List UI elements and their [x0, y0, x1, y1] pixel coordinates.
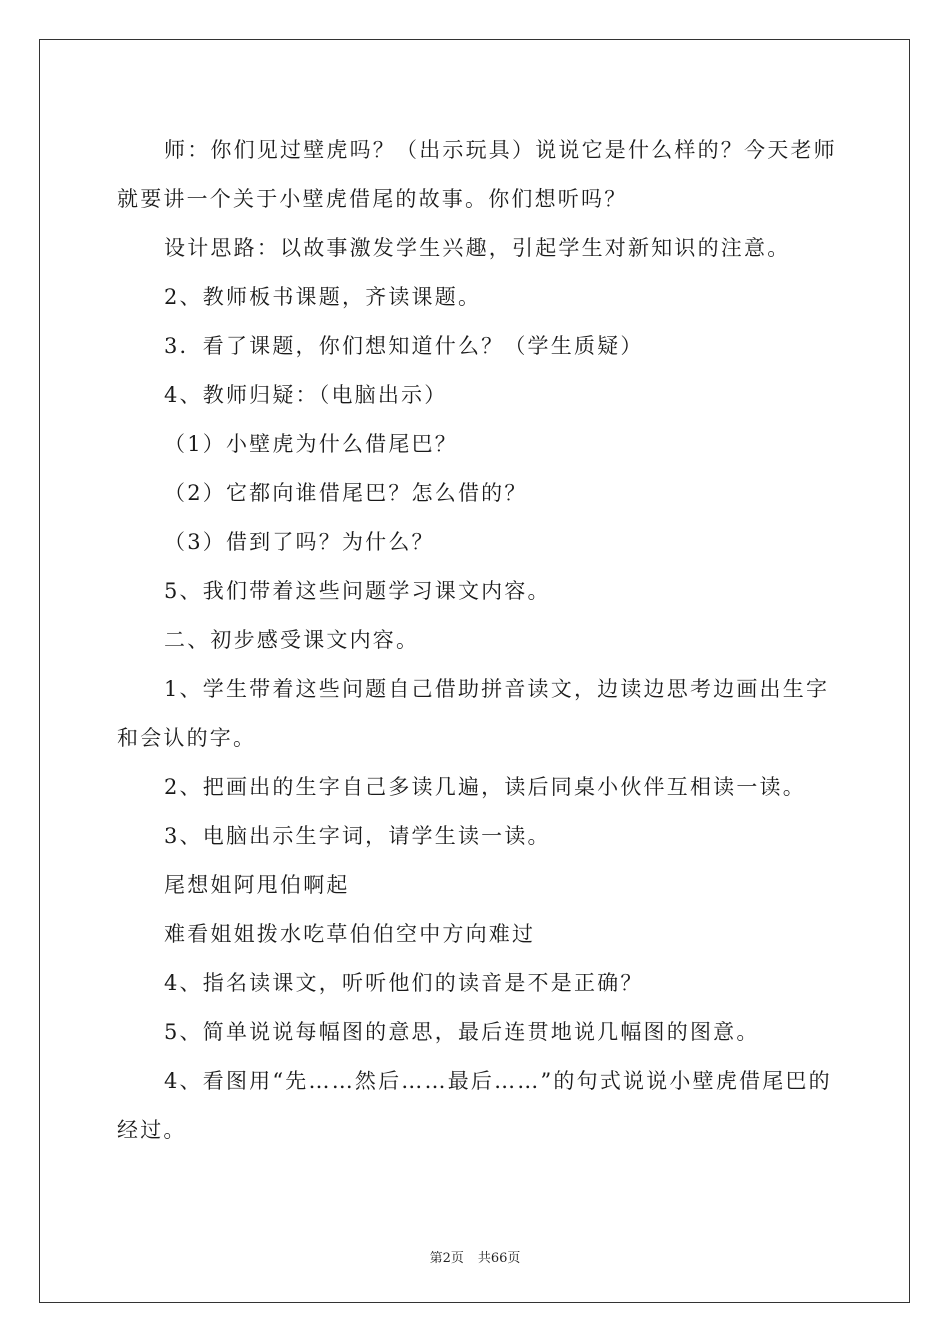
- paragraph: 设计思路：以故事激发学生兴趣，引起学生对新知识的注意。: [164, 236, 791, 260]
- paragraph: 2、把画出的生字自己多读几遍，读后同桌小伙伴互相读一读。: [164, 775, 806, 799]
- paragraph: 4、指名读课文，听听他们的读音是不是正确？: [164, 971, 644, 995]
- paragraph: 5、我们带着这些问题学习课文内容。: [164, 579, 551, 603]
- paragraph: 2、教师板书课题，齐读课题。: [164, 285, 482, 309]
- paragraph: 3．看了课题，你们想知道什么？（学生质疑）: [164, 334, 644, 358]
- document-body: [117, 126, 837, 1155]
- paragraph: 3、电脑出示生字词，请学生读一读。: [164, 824, 551, 848]
- paragraph: （2）它都向谁借尾巴？怎么借的？: [164, 481, 528, 505]
- paragraph: 1、学生带着这些问题自己借助拼音读文，边读边思考边画出生字和会认的字。: [117, 677, 830, 750]
- page-total: 共66页: [477, 1251, 521, 1266]
- paragraph: （1）小壁虎为什么借尾巴？: [164, 432, 458, 456]
- paragraph: 师：你们见过壁虎吗？（出示玩具）说说它是什么样的？今天老师就要讲一个关于小壁虎借尾的故事。你们想听吗？: [117, 138, 837, 211]
- paragraph: 难看姐姐拨水吃草伯伯空中方向难过: [164, 922, 536, 946]
- page-footer: [0, 1247, 950, 1266]
- paragraph: 4、教师归疑：（电脑出示）: [164, 383, 448, 407]
- page-number: 第2页: [429, 1251, 464, 1266]
- paragraph: 二、初步感受课文内容。: [164, 628, 420, 652]
- paragraph: 尾想姐阿甩伯啊起: [164, 873, 350, 897]
- paragraph: 5、简单说说每幅图的意思，最后连贯地说几幅图的图意。: [164, 1020, 760, 1044]
- paragraph: （3）借到了吗？为什么？: [164, 530, 435, 554]
- paragraph: 4、看图用“先……然后……最后……”的句式说说小壁虎借尾巴的经过。: [117, 1069, 832, 1142]
